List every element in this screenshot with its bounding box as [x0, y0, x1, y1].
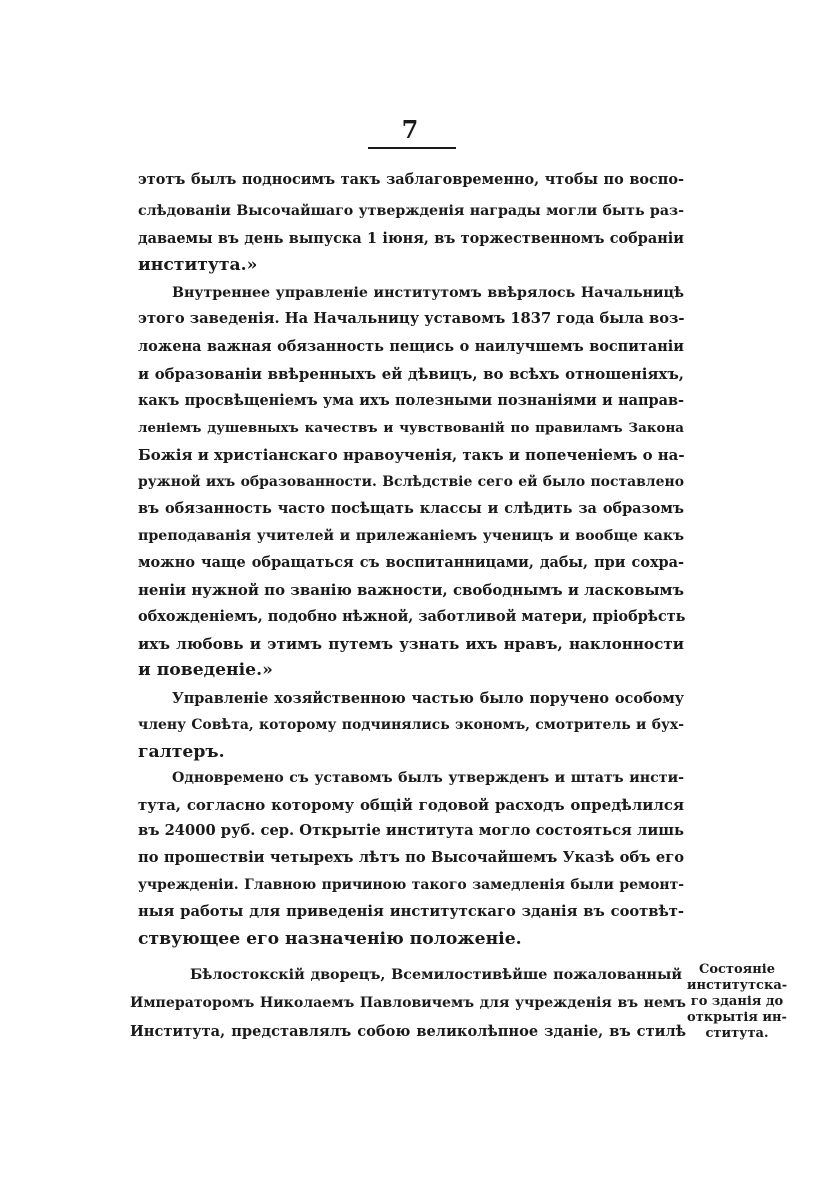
text-line: галтеръ.: [138, 742, 225, 762]
text-line: Внутреннее управленіе институтомъ ввѣрялось Начальницѣ: [172, 285, 684, 301]
text-line: ружной ихъ образованности. Вслѣдствіе сего ей было поставлено: [138, 474, 684, 490]
text-line: неніи нужной по званію важности, свободнымъ и ласковымъ: [138, 581, 684, 599]
page-number-rule: [368, 147, 456, 149]
text-line: даваемы въ день выпуска 1 іюня, въ торжественномъ собраніи: [138, 230, 684, 247]
text-line: въ 24000 руб. сер. Открытіе института могло состояться лишь: [138, 822, 684, 839]
text-line: слѣдованіи Высочайшаго утвержденія награды могли быть раз-: [138, 203, 684, 219]
text-line: по прошествіи четырехъ лѣтъ по Высочайшемъ Указѣ объ его: [138, 849, 684, 866]
text-line: этого заведенія. На Начальницу уставомъ 1837 года была воз-: [138, 310, 685, 327]
text-line: какъ просвѣщеніемъ ума ихъ полезными познаніями и направ-: [138, 392, 684, 409]
text-line: этотъ былъ подносимъ такъ заблаговременно, чтобы по воспо-: [138, 171, 684, 188]
text-line: леніемъ душевныхъ качествъ и чувствованій по правиламъ Закона: [138, 420, 684, 436]
text-line: ложена важная обязанность пещись о наилучшемъ воспитаніи: [138, 338, 684, 355]
text-line: можно чаще обращаться съ воспитанницами, дабы, при сохра-: [138, 554, 684, 571]
text-line: Института, представлялъ собою великолѣпное зданіе, въ стилѣ: [130, 1023, 686, 1040]
text-line: Управленіе хозяйственною частью было поручено особому: [172, 690, 684, 707]
text-line: ихъ любовь и этимъ путемъ узнать ихъ нравъ, наклонности: [138, 635, 684, 653]
text-line: Божія и христіанскаго нравоученія, такъ и попеченіемъ о на-: [138, 446, 685, 464]
text-line: Одновремено съ уставомъ былъ утвержденъ и штатъ инсти-: [172, 770, 684, 786]
margin-note-line: институтска-: [686, 978, 788, 993]
margin-note-line: открытія ин-: [687, 1010, 787, 1025]
text-line: преподаванія учителей и прилежаніемъ ученицъ и вообще какъ: [138, 528, 684, 544]
text-line: обхожденіемъ, подобно нѣжной, заботливой матери, пріобрѣсть: [138, 608, 686, 625]
text-line: тута, согласно которому общій годовой расходъ опредѣлился: [138, 796, 684, 814]
text-line: члену Совѣта, которому подчинялись экономъ, смотритель и бух-: [138, 717, 684, 733]
margin-note-line: ститута.: [705, 1026, 769, 1041]
margin-note-line: го зданія до: [690, 994, 784, 1009]
page-number: 7: [401, 115, 419, 144]
text-line: и образованіи ввѣренныхъ ей дѣвицъ, во всѣхъ отношеніяхъ,: [138, 365, 684, 383]
text-line: института.»: [138, 255, 258, 275]
text-line: въ обязанность часто посѣщать классы и слѣдить за образомъ: [138, 500, 684, 517]
margin-note-line: Состояніе: [699, 962, 775, 977]
text-line: учрежденіи. Главною причиною такого замедленія были ремонт-: [138, 877, 684, 893]
text-line: Бѣлостокскій дворецъ, Всемилостивѣйше пожалованный: [190, 967, 682, 983]
text-line: ныя работы для приведенія институтскаго зданія въ соотвѣт-: [138, 903, 684, 920]
text-line: ствующее его назначенію положеніе.: [138, 929, 522, 949]
margin-note: [686, 962, 788, 1042]
text-line: и поведеніе.»: [138, 660, 273, 680]
text-line: Императоромъ Николаемъ Павловичемъ для учрежденія въ немъ: [130, 995, 686, 1011]
